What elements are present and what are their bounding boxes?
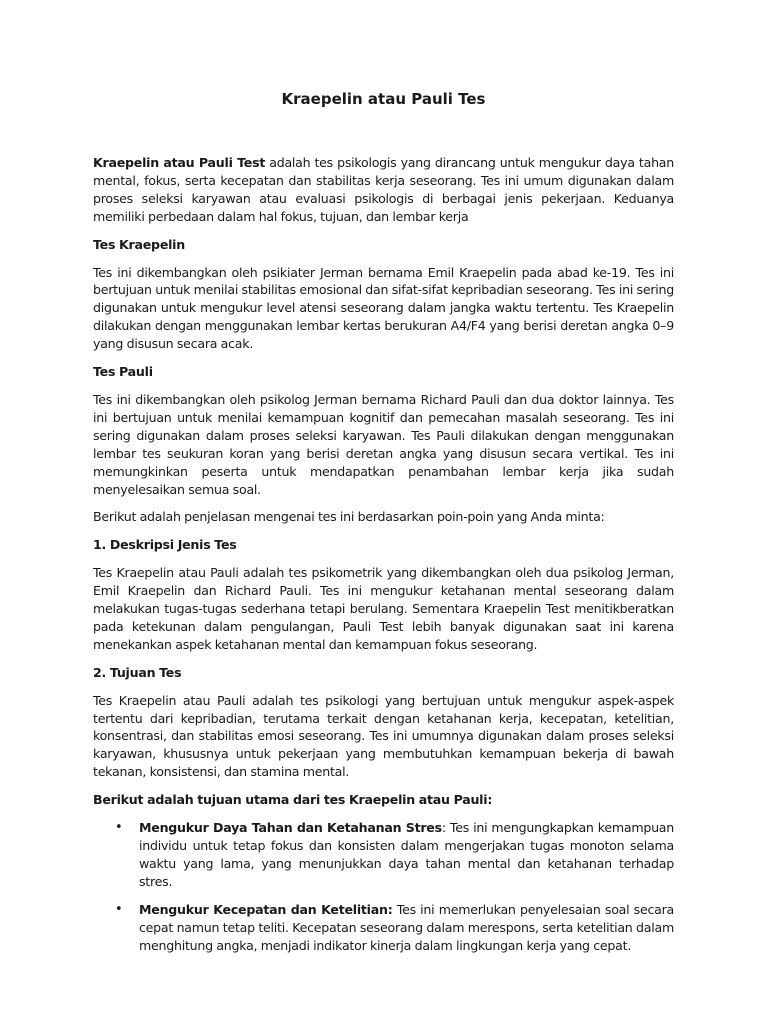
list-item-bold: Mengukur Kecepatan dan Ketelitian: [139,901,393,917]
list-item [93,901,674,955]
paragraph-tes-pauli: Tes ini dikembangkan oleh psikolog Jerman bernama Richard Pauli dan dua doktor lainnya. Tes ini bertujuan untuk menilai kemampuan kognitif dan pemecahan masalah seseorang. Tes ini sering digunakan dalam proses seleksi karyawan. Tes Pauli dilakukan dengan menggunakan lembar tes seukuran koran yang berisi deretan angka yang disusun secara vertikal. Tes ini memungkinkan peserta untuk mendapatkan penambahan lembar kerja jika sudah menyelesaikan semua soal. [93,391,674,497]
paragraph-deskripsi-jenis-tes: Tes Kraepelin atau Pauli adalah tes psikometrik yang dikembangkan oleh dua psikolog Jerman, Emil Kraepelin dan Richard Pauli. Tes ini mengukur ketahanan mental seseorang dalam melakukan tugas-tugas sederhana tetapi berulang. Sementara Kraepelin Test menitikberatkan pada ketekunan dalam pengulangan, Pauli Test lebih banyak digunakan saat ini karena menekankan aspek ketahanan mental dan kemampuan fokus seseorang. [93,565,674,652]
heading-tujuan-tes: 2. Tujuan Tes [93,664,182,680]
list-item-bold: Mengukur Daya Tahan dan Ketahanan Stres [139,820,442,836]
paragraph-tes-kraepelin: Tes ini dikembangkan oleh psikiater Jerman bernama Emil Kraepelin pada abad ke-19. Tes ini bertujuan untuk menilai stabilitas emosional dan sifat-sifat kepribadian seseorang. Tes ini sering digunakan untuk mengukur level atensi seseorang dalam jangka waktu tertentu. Tes Kraepelin dilakukan dengan menggunakan lembar kertas berukuran A4/F4 yang berisi deretan angka 0–9 yang disusun secara acak. [93,264,674,352]
heading-deskripsi-jenis-tes: 1. Deskripsi Jenis Tes [93,537,237,553]
list-item-text: Tes ini memerlukan penyelesaian soal secara cepat namun tetap teliti. Kecepatan seseorang dalam merespons, serta ketelitian dalam menghitung angka, menjadi indikator kinerja dalam lingkungan kerja yang cepat. [139,901,674,953]
document-page [93,88,674,964]
heading-tes-kraepelin: Tes Kraepelin [93,236,185,252]
list-item-text: : Tes ini mengungkapkan kemampuan individu untuk tetap fokus dan konsisten dalam mengerjakan tugas monoton selama waktu yang lama, yang menunjukkan daya tahan mental dan ketahanan terhadap stres. [139,820,675,889]
bullet-icon: • [115,901,123,917]
intro-paragraph [93,154,674,226]
document-title: Kraepelin atau Pauli Tes [281,90,486,108]
intro-text: adalah tes psikologis yang dirancang untuk mengukur daya tahan mental, fokus, serta kecepatan dan stabilitas kerja seseorang. Tes ini umum digunakan dalam proses seleksi karyawan atau evaluasi psikologis di berbagai jenis pekerjaan. Keduanya memiliki perbedaan dalam hal fokus, tujuan, dan lembar kerja [93,155,674,224]
goals-list [93,819,674,954]
bullet-icon: • [115,820,123,836]
list-item [93,819,674,891]
heading-tes-pauli: Tes Pauli [93,364,153,380]
transition-paragraph: Berikut adalah penjelasan mengenai tes ini berdasarkan poin-poin yang Anda minta: [93,509,605,525]
intro-bold-lead: Kraepelin atau Pauli Test [93,155,266,170]
heading-tujuan-utama: Berikut adalah tujuan utama dari tes Kraepelin atau Pauli: [93,792,493,808]
paragraph-tujuan-tes: Tes Kraepelin atau Pauli adalah tes psikologi yang bertujuan untuk mengukur aspek-aspek tertentu dari kepribadian, terutama terkait dengan ketahanan kerja, kecepatan, ketelitian, konsentrasi, dan stabilitas emosi seseorang. Tes ini umumnya digunakan dalam proses seleksi karyawan, khususnya untuk pekerjaan yang membutuhkan kemampuan bekerja di bawah tekanan, konsistensi, dan stamina mental. [93,692,674,780]
